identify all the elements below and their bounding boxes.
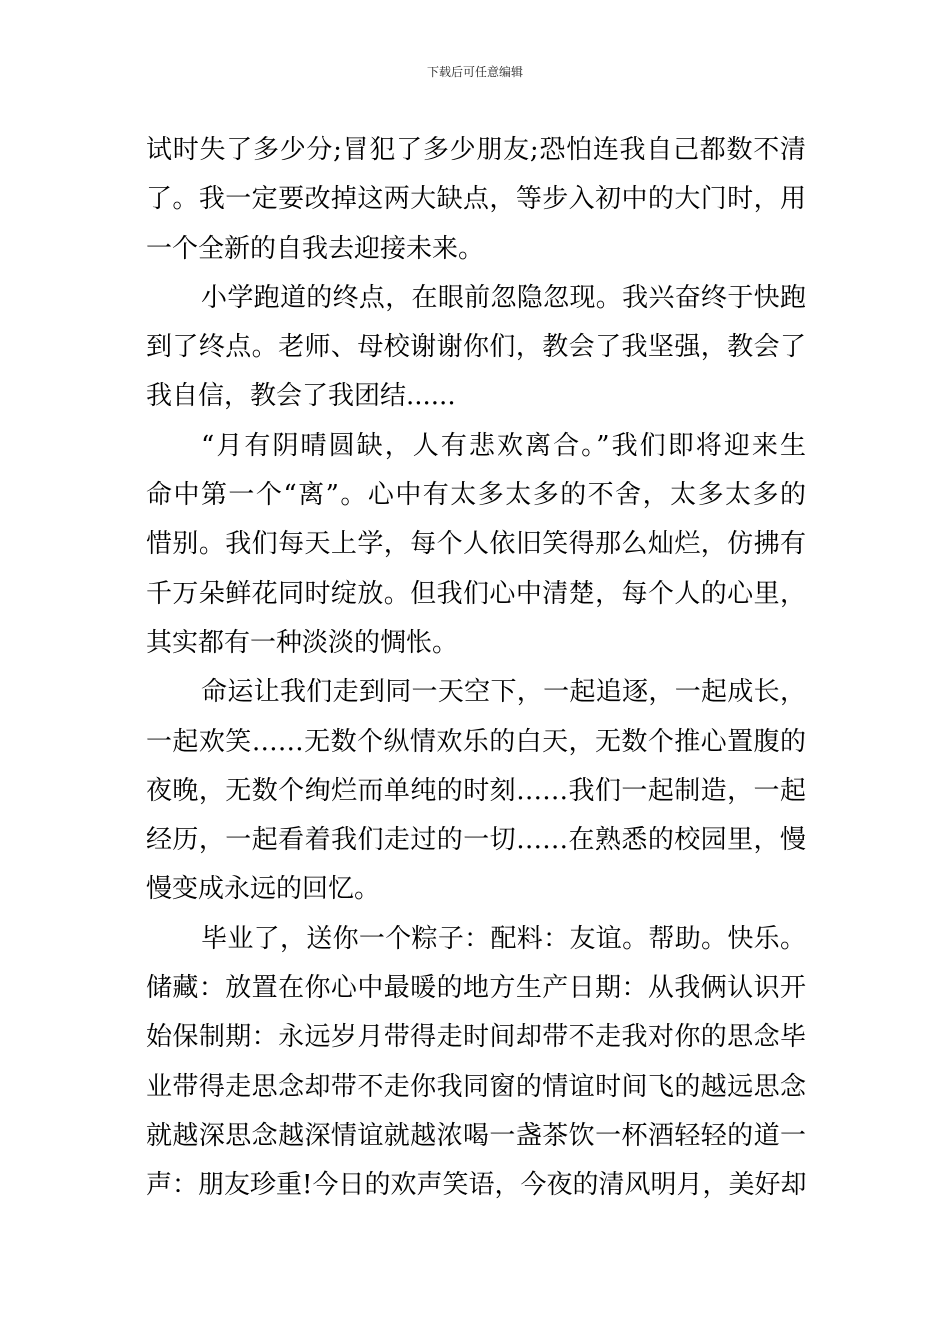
text-line: 储藏：放置在你心中最暖的地方生产日期：从我俩认识开 <box>146 973 806 1004</box>
text-line: 其实都有一种淡淡的惆怅。 <box>146 627 459 658</box>
document-body <box>146 126 806 1211</box>
text-line: 夜晚，无数个绚烂而单纯的时刻……我们一起制造，一起 <box>146 775 806 806</box>
text-line: 命运让我们走到同一天空下，一起追逐，一起成长， <box>201 677 806 708</box>
text-line: 到了终点。老师、母校谢谢你们，教会了我坚强，教会了 <box>146 332 806 363</box>
text-line: 业带得走思念却带不走你我同窗的情谊时间飞的越远思念 <box>146 1071 806 1102</box>
text-line: 毕业了，送你一个粽子：配料：友谊。帮助。快乐。 <box>201 923 806 954</box>
text-line: 慢变成永远的回忆。 <box>146 874 381 905</box>
text-line: 经历，一起看着我们走过的一切……在熟悉的校园里，慢 <box>146 825 806 856</box>
text-line: 千万朵鲜花同时绽放。但我们心中清楚，每个人的心里， <box>146 578 806 609</box>
text-line: 一个全新的自我去迎接未来。 <box>146 233 485 264</box>
text-line: 始保制期：永远岁月带得走时间却带不走我对你的思念毕 <box>146 1022 806 1053</box>
text-line: 命中第一个“离”。心中有太多太多的不舍，太多太多的 <box>146 480 806 511</box>
text-line: 就越深思念越深情谊就越浓喝一盏茶饮一杯酒轻轻的道一 <box>146 1120 806 1151</box>
text-line: 了。我一定要改掉这两大缺点，等步入初中的大门时，用 <box>146 184 806 215</box>
text-line: “月有阴晴圆缺，人有悲欢离合。”我们即将迎来生 <box>201 430 806 461</box>
text-line: 我自信，教会了我团结...... <box>146 381 456 412</box>
text-line: 试时失了多少分;冒犯了多少朋友;恐怕连我自己都数不清 <box>146 135 806 165</box>
text-line: 惜别。我们每天上学，每个人依旧笑得那么灿烂，仿拂有 <box>146 529 806 560</box>
page-header: 下载后可任意编辑 <box>426 65 523 79</box>
text-line: 小学跑道的终点，在眼前忽隐忽现。我兴奋终于快跑 <box>201 282 806 313</box>
text-line: 一起欢笑……无数个纵情欢乐的白天，无数个推心置腹的 <box>146 726 806 757</box>
text-line: 声：朋友珍重!今日的欢声笑语，今夜的清风明月，美好却 <box>146 1170 807 1201</box>
